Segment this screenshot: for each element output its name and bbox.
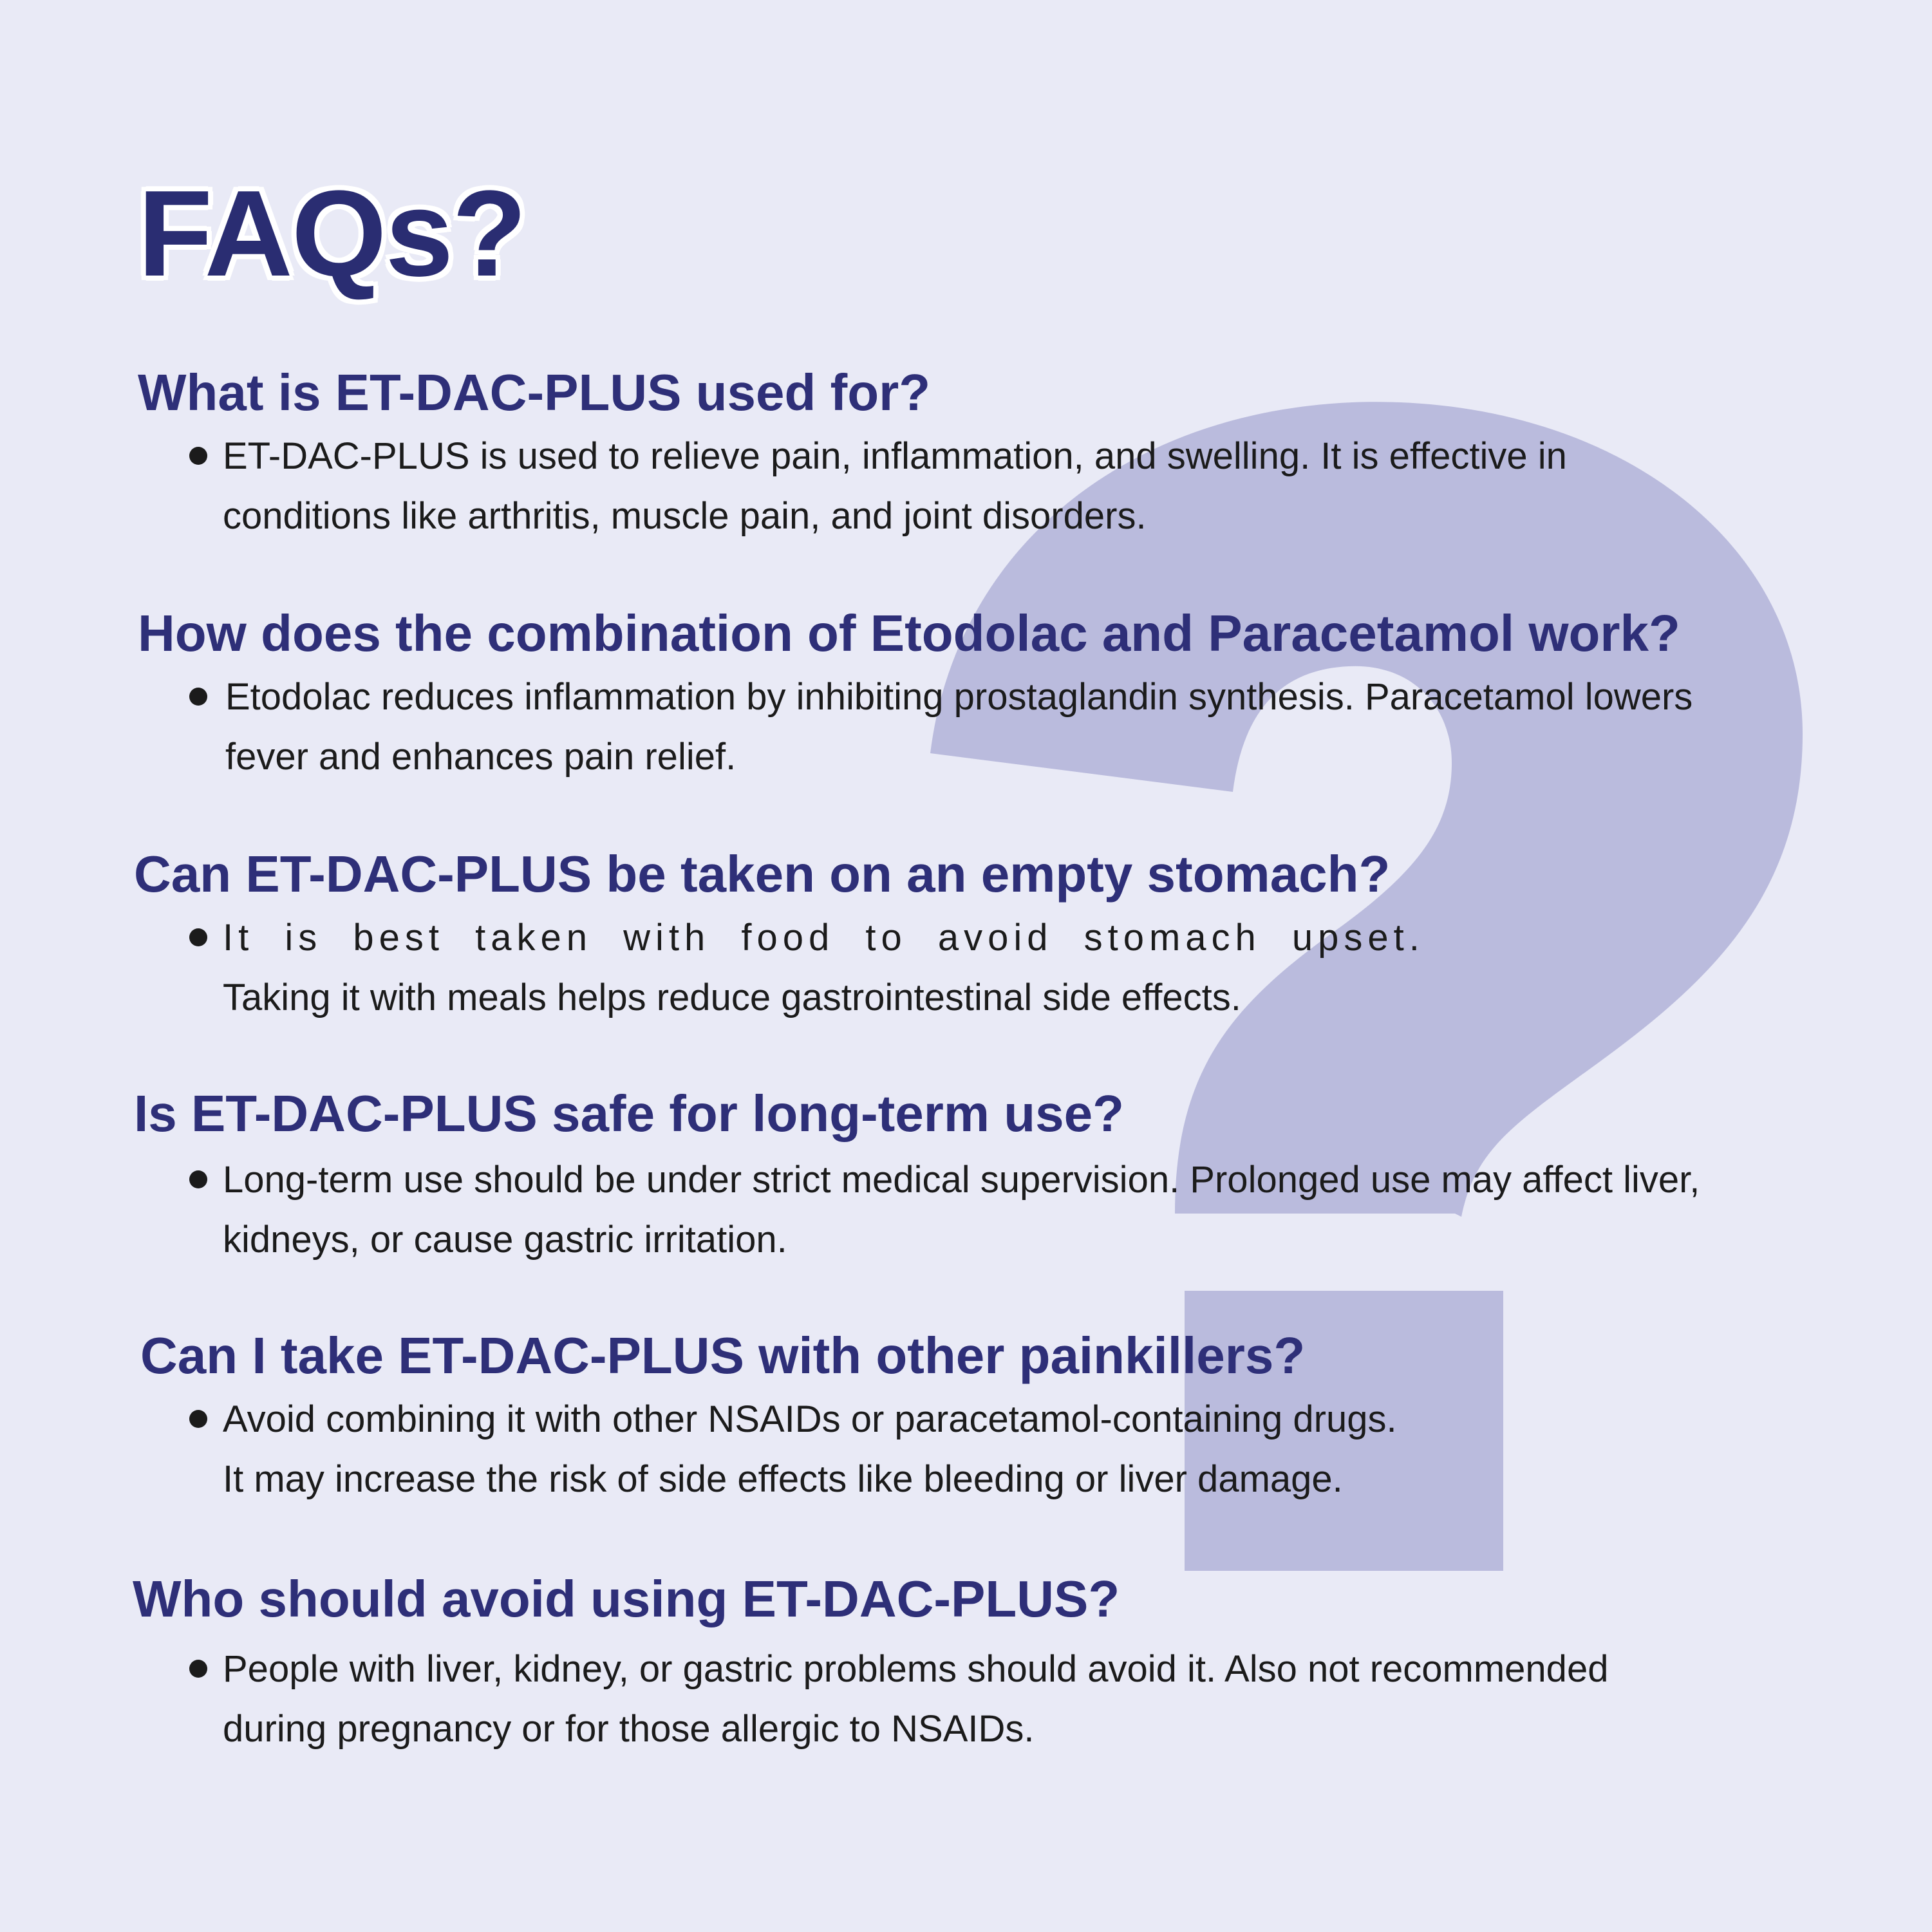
faq-answer-line: People with liver, kidney, or gastric problems should avoid it. Also not recommended — [223, 1648, 1609, 1690]
bullet-dot-icon — [189, 1410, 207, 1428]
faq-answer-line: fever and enhances pain relief. — [225, 736, 736, 778]
page-title: FAQs? — [138, 165, 526, 302]
faq-answer-line: kidneys, or cause gastric irritation. — [223, 1219, 787, 1261]
faq-answer-line: It may increase the risk of side effects like bleeding or liver damage. — [223, 1458, 1343, 1500]
faq-answer-5 — [223, 1389, 1845, 1509]
faq-answer-line: Etodolac reduces inflammation by inhibiting prostaglandin synthesis. Paracetamol lowers — [225, 676, 1693, 718]
faq-question-4: Is ET-DAC-PLUS safe for long-term use? — [134, 1085, 1124, 1142]
faq-answer-line: Long-term use should be under strict medical supervision. Prolonged use may affect liver, — [223, 1159, 1700, 1201]
faq-answer-3 — [223, 908, 1845, 1027]
bullet-dot-icon — [189, 688, 207, 706]
faq-answer-line: conditions like arthritis, muscle pain, and joint disorders. — [223, 495, 1147, 537]
faq-answer-6 — [223, 1639, 1845, 1759]
bullet-dot-icon — [189, 447, 207, 465]
faq-answer-line: Avoid combining it with other NSAIDs or paracetamol-containing drugs. — [223, 1398, 1397, 1440]
faq-question-3: Can ET-DAC-PLUS be taken on an empty stomach? — [134, 845, 1391, 903]
faq-answer-line: ET-DAC-PLUS is used to relieve pain, inflammation, and swelling. It is effective in — [223, 435, 1567, 477]
bullet-dot-icon — [189, 1170, 207, 1188]
faq-question-2: How does the combination of Etodolac and Paracetamol work? — [138, 605, 1680, 662]
faq-question-1: What is ET-DAC-PLUS used for? — [138, 364, 931, 421]
faq-question-6: Who should avoid using ET-DAC-PLUS? — [133, 1570, 1120, 1627]
faq-answer-1 — [223, 426, 1845, 546]
bullet-dot-icon — [189, 1660, 207, 1678]
faq-question-5: Can I take ET-DAC-PLUS with other painkillers? — [140, 1327, 1306, 1384]
faq-answer-2 — [225, 667, 1848, 787]
faq-answer-line: It is best taken with food to avoid stomach upset. — [223, 917, 1425, 959]
bullet-dot-icon — [189, 928, 207, 946]
faq-answer-line: during pregnancy or for those allergic to NSAIDs. — [223, 1708, 1035, 1750]
faq-answer-line: Taking it with meals helps reduce gastrointestinal side effects. — [223, 977, 1241, 1018]
faq-answer-4 — [223, 1150, 1845, 1270]
